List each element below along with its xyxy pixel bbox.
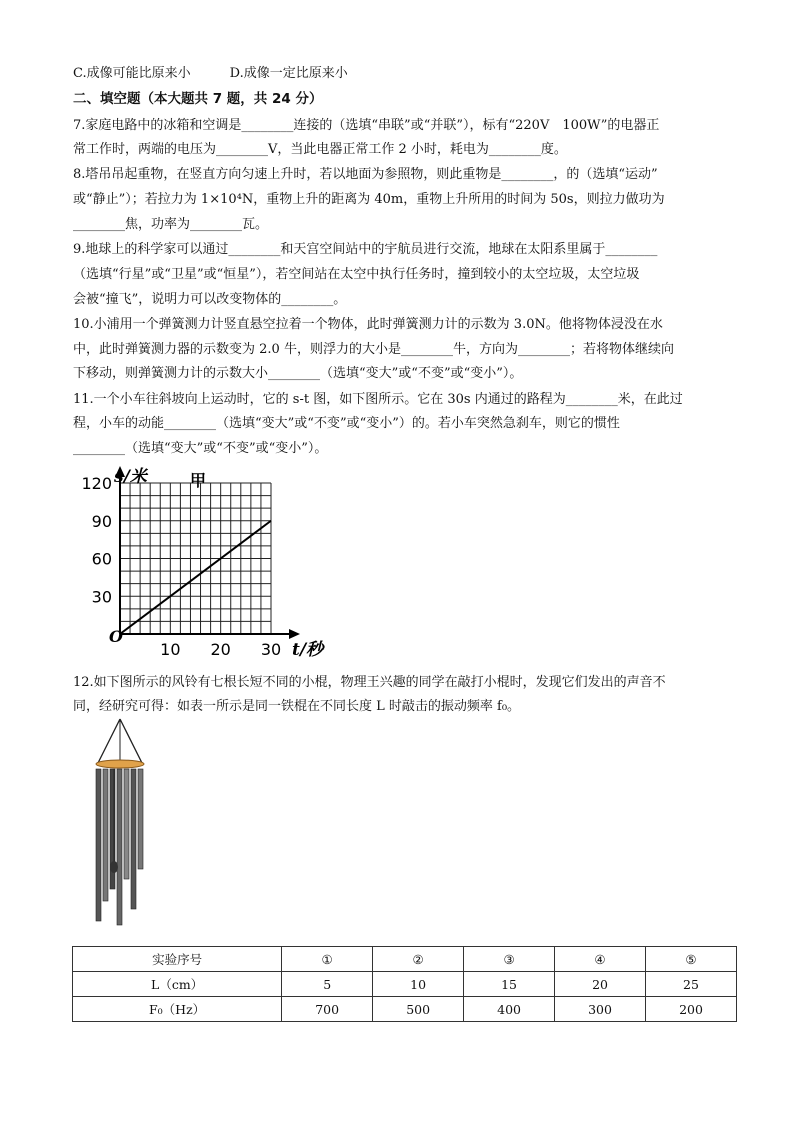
y-axis-label: s/米 <box>114 467 147 487</box>
table-cell: 400 <box>464 997 555 1022</box>
wind-chime-image <box>84 717 156 927</box>
q10-line-3: 下移动，则弹簧测力计的示数大小________（选填“变大”或“不变”或“变小”）。 <box>73 366 523 381</box>
q10-line-2: 中，此时弹簧测力器的示数变为 2.0 牛，则浮力的大小是________牛，方向为________；若将物体继续向 <box>73 342 674 357</box>
option-line-cd: C.成像可能比原来小 D.成像一定比原来小 <box>73 66 348 81</box>
chart-series <box>120 521 271 634</box>
x-axis-arrow <box>289 629 300 639</box>
table-header-cell: ② <box>373 947 464 972</box>
table-cell: 10 <box>373 972 464 997</box>
st-graph <box>70 462 340 662</box>
table-header-cell: ④ <box>555 947 646 972</box>
origin-label: O <box>109 627 123 646</box>
table-cell: 300 <box>555 997 646 1022</box>
chart-axes <box>115 466 300 639</box>
table-cell: 5 <box>282 972 373 997</box>
chart-grid <box>120 483 271 634</box>
table-header-cell: 实验序号 <box>73 947 282 972</box>
frequency-table <box>72 946 737 1022</box>
q11-line-2: 程，小车的动能________（选填“变大”或“不变”或“变小”）的。若小车突然急刹车，则它的惯性 <box>73 416 620 431</box>
table-row <box>73 997 737 1022</box>
y-tick-label: 30 <box>91 587 112 607</box>
table-cell: 25 <box>646 972 737 997</box>
table-row <box>73 972 737 997</box>
table-header-cell: ③ <box>464 947 555 972</box>
table-cell: 700 <box>282 997 373 1022</box>
q7-line-1: 7.家庭电路中的冰箱和空调是________连接的（选填“串联”或“并联”），标有“220V 100W”的电器正 <box>73 118 660 133</box>
q11-line-3: ________（选填“变大”或“不变”或“变小”）。 <box>73 441 328 456</box>
series-line <box>120 521 271 634</box>
q10-line-1: 10.小浦用一个弹簧测力计竖直悬空拉着一个物体，此时弹簧测力计的示数为 3.0N。他将物体浸没在水 <box>73 317 663 332</box>
table-header-row <box>73 947 737 972</box>
y-tick-label: 60 <box>91 549 112 569</box>
q9-line-1: 9.地球上的科学家可以通过________和天宫空间站中的宇航员进行交流，地球在太阳系里属于________ <box>73 242 658 257</box>
table-cell: 200 <box>646 997 737 1022</box>
q11-line-1: 11.一个小车往斜坡向上运动时，它的 s-t 图，如下图所示。它在 30s 内通过的路程为________米，在此过 <box>73 392 683 407</box>
q7-line-2: 常工作时，两端的电压为________V，当此电器正常工作 2 小时，耗电为________度。 <box>73 142 567 157</box>
q8-line-2: 或“静止”）；若拉力为 1×10⁴N，重物上升的距离为 40m，重物上升所用的时间为 50s，则拉力做功为 <box>73 192 665 207</box>
q8-line-3: ________焦，功率为________瓦。 <box>73 217 269 232</box>
x-tick-label: 30 <box>260 640 282 659</box>
q12-line-2: 同，经研究可得：如表一所示是同一铁棍在不同长度 L 时敲击的振动频率 f₀。 <box>73 699 521 714</box>
q8-line-1: 8.塔吊吊起重物，在竖直方向匀速上升时，若以地面为参照物，则此重物是________，的（选填“运动” <box>73 167 658 182</box>
table-header-cell: ⑤ <box>646 947 737 972</box>
table-header-cell: ① <box>282 947 373 972</box>
y-tick-label: 120 <box>81 474 112 493</box>
q9-line-2: （选填“行星”或“卫星”或“恒星”），若空间站在太空中执行任务时，撞到较小的太空垃圾，太空垃圾 <box>73 267 640 282</box>
x-tick-label: 10 <box>160 640 181 659</box>
q9-line-3: 会被“撞飞”，说明力可以改变物体的________。 <box>73 292 347 307</box>
table-cell: L（cm） <box>73 972 282 997</box>
table-cell: 15 <box>464 972 555 997</box>
section-heading: 二、填空题（本大题共 7 题，共 24 分） <box>73 91 323 107</box>
chart-title: 甲 <box>190 471 207 490</box>
x-axis-label: t/秒 <box>292 640 324 660</box>
table-cell: F₀（Hz） <box>73 997 282 1022</box>
table-cell: 20 <box>555 972 646 997</box>
q12-line-1: 12.如下图所示的风铃有七根长短不同的小棍，物理王兴趣的同学在敲打小棍时，发现它们发出的声音不 <box>73 675 666 690</box>
y-tick-label: 90 <box>91 511 112 531</box>
table-cell: 500 <box>373 997 464 1022</box>
x-tick-label: 20 <box>210 640 231 659</box>
